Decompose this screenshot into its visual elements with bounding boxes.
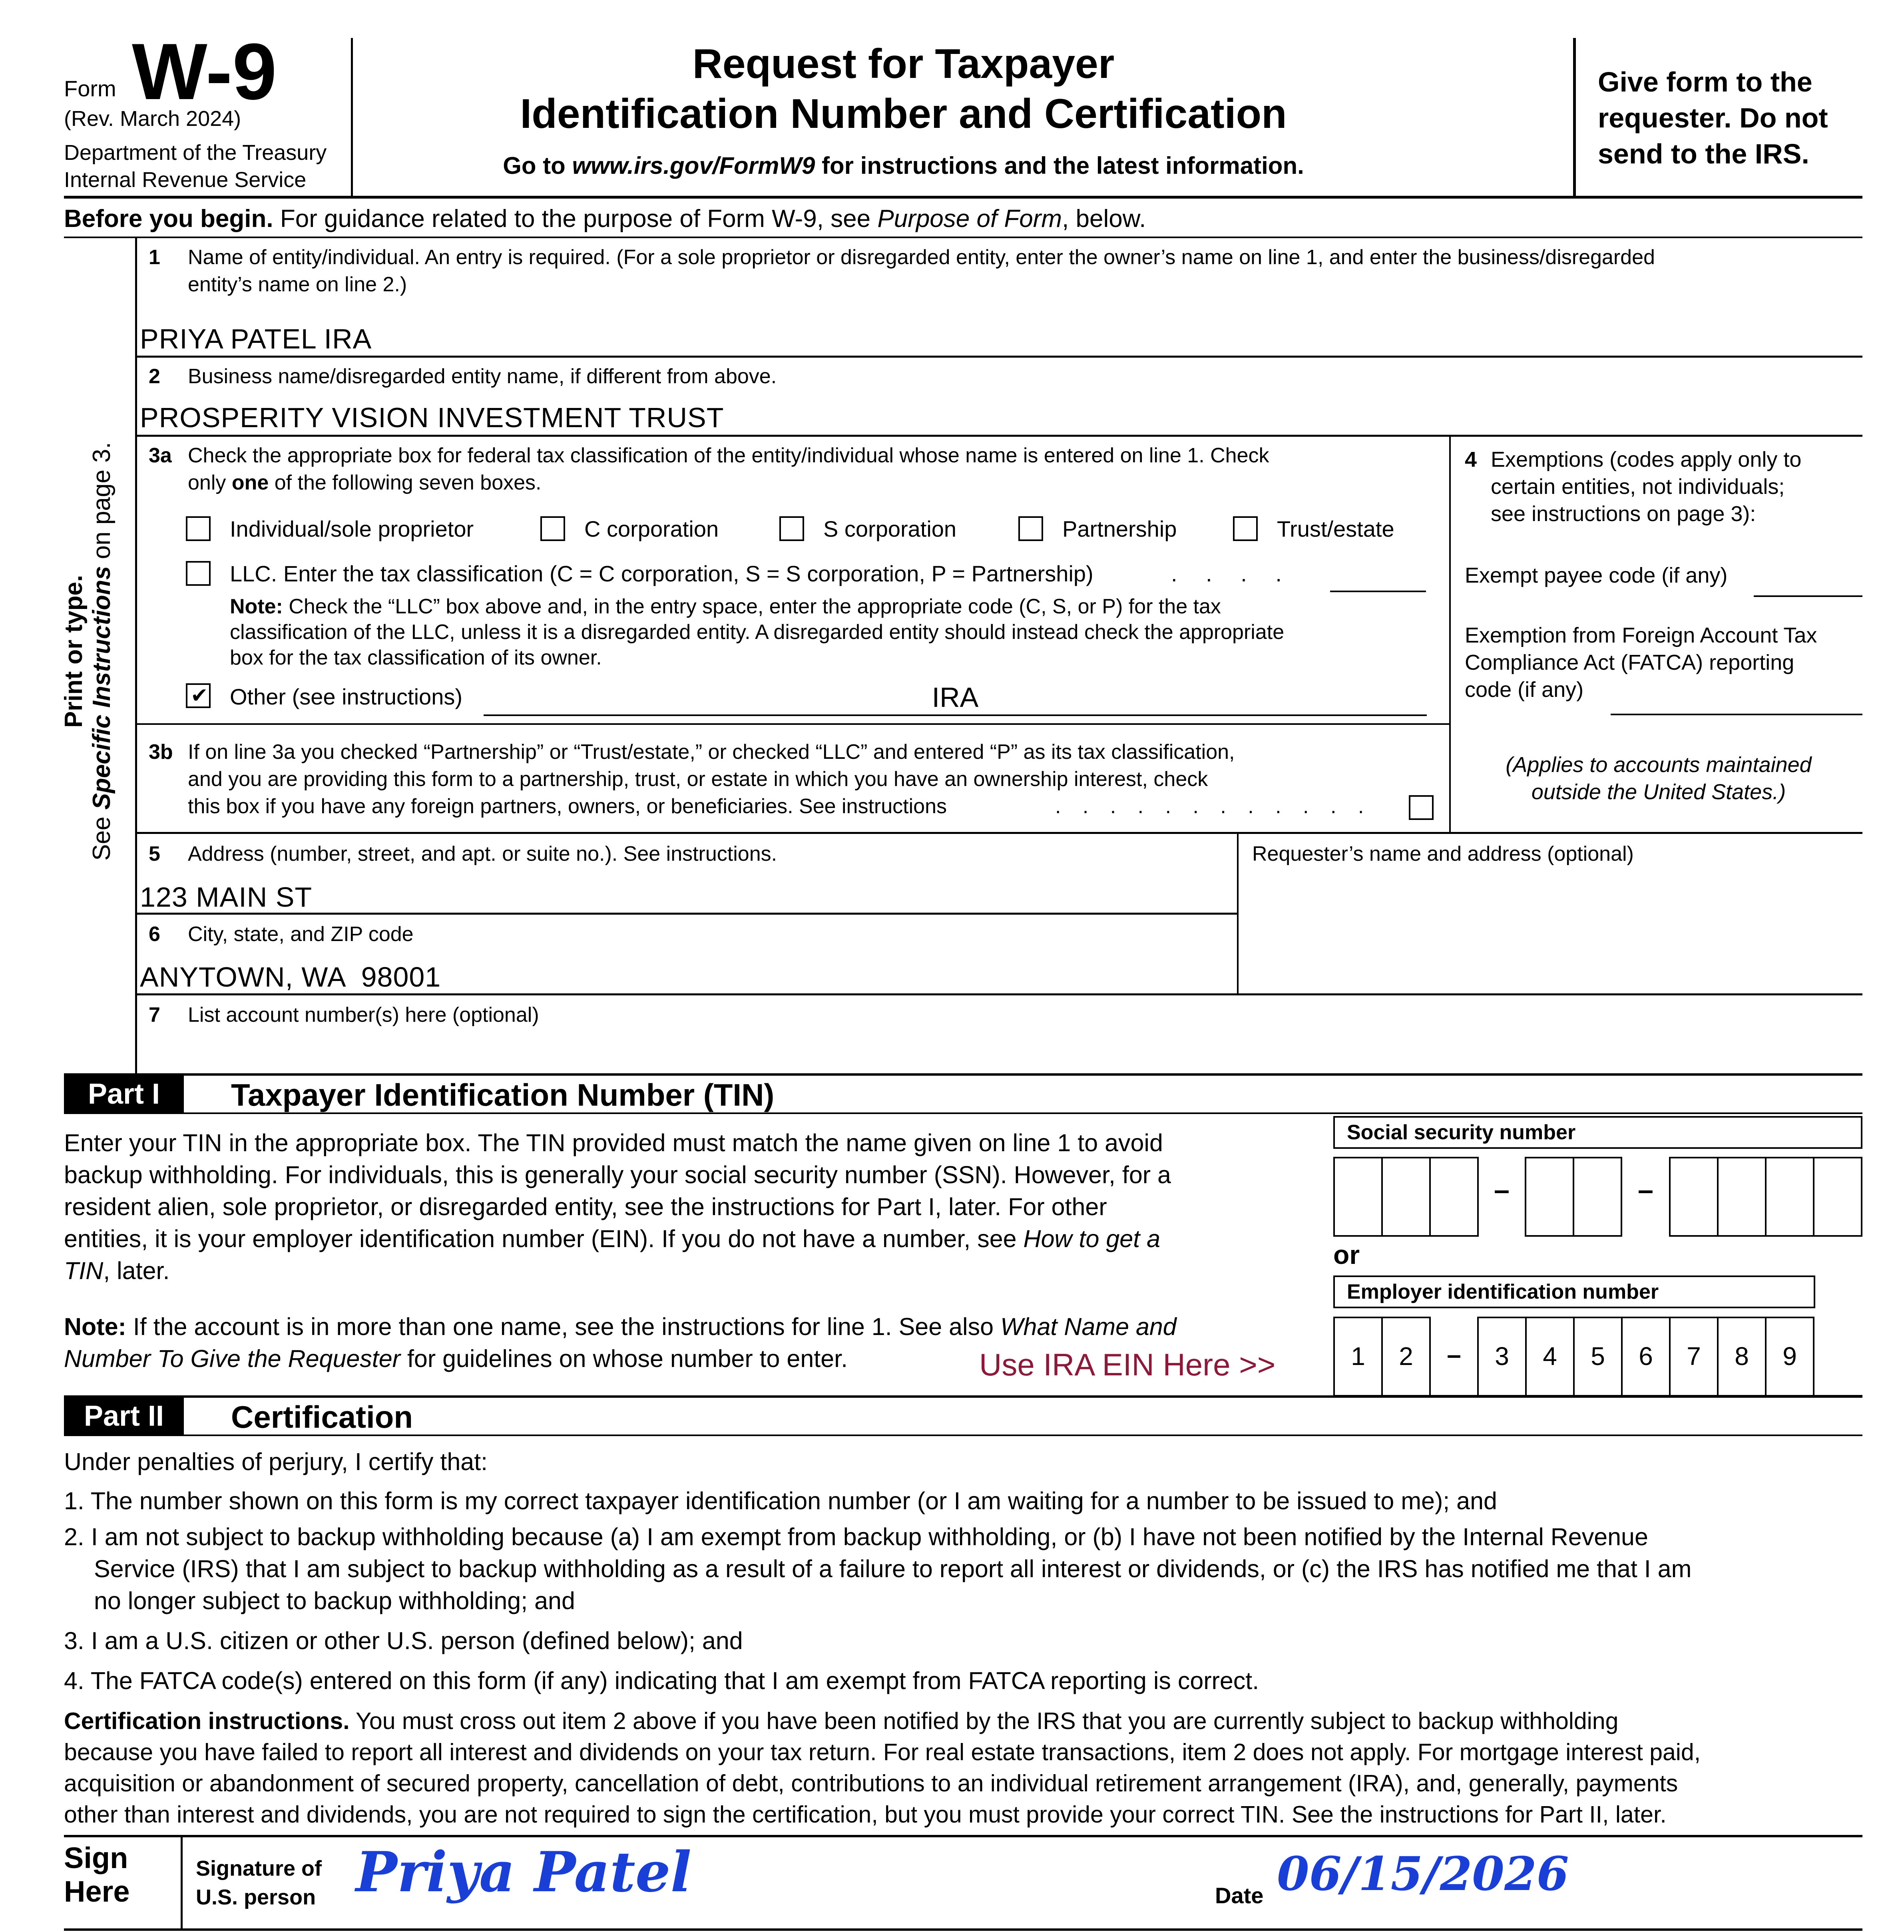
form-word: Form: [64, 76, 116, 101]
before-you-begin: Before you begin. For guidance related to the purpose of Form W-9, see Purpose of Form, below.: [64, 205, 1146, 233]
ssn-digit[interactable]: [1573, 1157, 1622, 1237]
ein-digit[interactable]: 4: [1525, 1317, 1575, 1397]
part1-instructions: Enter your TIN in the appropriate box. The TIN provided must match the name given on line 1 to avoid backup withholding. For individuals, this is generally your social security number (SSN). However, for a resident alien, sole proprietor, or disregarded entity, see the instructions for Part I, later. For other entities, it is your employer identification number (EIN). If you do not have a number, see How to get a TIN, later.: [64, 1129, 1171, 1284]
ein-digit[interactable]: 2: [1381, 1317, 1431, 1397]
part1-note: Note: If the account is in more than one name, see the instructions for line 1. See also What Name and Number To Give the Requester for guidelines on whose number to enter.: [64, 1313, 1177, 1372]
checkbox-c-corporation[interactable]: [540, 516, 565, 541]
part2-title: Certification: [231, 1399, 413, 1435]
label-s-corporation: S corporation: [823, 516, 957, 541]
ein-digit[interactable]: 3: [1477, 1317, 1527, 1397]
llc-note: Note: Check the “LLC” box above and, in the entry space, enter the appropriate code (C, S, or P) for the tax: [230, 595, 1221, 618]
part2-tag: Part II: [64, 1398, 184, 1435]
llc-note-cont2: box for the tax classification of its owner.: [230, 646, 602, 669]
checkbox-s-corporation[interactable]: [779, 516, 804, 541]
form-revision: (Rev. March 2024): [64, 107, 241, 131]
date-field[interactable]: 06/15/2026: [1277, 1847, 1569, 1901]
line3b-leader-dots: . . . . . . . . . . . .: [1055, 795, 1372, 818]
ssn-digit[interactable]: [1333, 1157, 1383, 1237]
line5-number: 5: [149, 842, 160, 866]
ein-digit[interactable]: 6: [1621, 1317, 1671, 1397]
line4-exemptions: Exemptions (codes apply only to: [1491, 448, 1802, 472]
line1-name-field[interactable]: PRIYA PATEL IRA: [140, 323, 372, 354]
goto-instructions: Go to www.irs.gov/FormW9 for instructions and the latest information.: [503, 152, 1304, 179]
line2-label: Business name/disregarded entity name, if different from above.: [188, 365, 777, 388]
ssn-digit[interactable]: [1429, 1157, 1479, 1237]
line3a-label: Check the appropriate box for federal tax classification of the entity/individual whose name is entered on line 1. Check: [188, 444, 1269, 467]
label-c-corporation: C corporation: [584, 516, 719, 541]
checkbox-foreign-partners[interactable]: [1409, 795, 1434, 820]
llc-note-cont1: classification of the LLC, unless it is a disregarded entity. A disregarded entity should instead check the appropriate: [230, 621, 1285, 644]
cert-item-2-cont2: no longer subject to backup withholding; and: [94, 1587, 575, 1614]
fatca-code-field[interactable]: [1611, 714, 1862, 715]
irs-url[interactable]: www.irs.gov/FormW9: [572, 152, 815, 179]
checkbox-trust-estate[interactable]: [1233, 516, 1258, 541]
line4-exemptions-cont2: see instructions on page 3):: [1491, 502, 1756, 526]
fatca-label-cont2: code (if any): [1465, 678, 1584, 702]
line3b-text-cont2: this box if you have any foreign partners, owners, or beneficiaries. See instructions: [188, 795, 947, 818]
line4-exemptions-cont1: certain entities, not individuals;: [1491, 475, 1785, 499]
requester-label: Requester’s name and address (optional): [1252, 842, 1634, 866]
label-trust-estate: Trust/estate: [1277, 516, 1394, 541]
ein-digit[interactable]: 9: [1765, 1317, 1814, 1397]
cert-item-2: 2. I am not subject to backup withholding because (a) I am exempt from backup withholding, or (b) I have not been notified by the Internal Revenue: [64, 1523, 1648, 1550]
ein-dash: –: [1447, 1340, 1461, 1369]
other-classification-field[interactable]: IRA: [932, 682, 979, 713]
checkbox-individual[interactable]: [186, 516, 211, 541]
print-or-type-label: Print or type. See Specific Instructions on page 3.: [60, 442, 116, 861]
ssn-digit[interactable]: [1669, 1157, 1719, 1237]
line6-city-state-zip-field[interactable]: ANYTOWN, WA 98001: [140, 961, 441, 993]
line7-label: List account number(s) here (optional): [188, 1003, 539, 1027]
ssn-digit[interactable]: [1813, 1157, 1862, 1237]
ssn-label: Social security number: [1333, 1116, 1862, 1149]
ssn-digit[interactable]: [1525, 1157, 1574, 1237]
checkmark-icon: ✔: [191, 684, 208, 707]
part1-title: Taxpayer Identification Number (TIN): [231, 1077, 775, 1112]
line6-number: 6: [149, 923, 160, 946]
signature-field[interactable]: Priya Patel: [356, 1839, 691, 1904]
line7-account-field[interactable]: [138, 1031, 1860, 1071]
line3b-text-cont1: and you are providing this form to a partnership, trust, or estate in which you have an ownership interest, check: [188, 768, 1208, 791]
fatca-label-cont1: Compliance Act (FATCA) reporting: [1465, 651, 1794, 675]
line3a-label-cont: only one of the following seven boxes.: [188, 471, 542, 494]
line1-label-cont: entity’s name on line 2.): [188, 273, 407, 296]
exempt-payee-field[interactable]: [1754, 595, 1862, 597]
llc-leader-dots: . . . .: [1171, 561, 1293, 586]
line1-label: Name of entity/individual. An entry is required. (For a sole proprietor or disregarded entity, enter the owner’s name on line 1, and enter the business/disregarded: [188, 246, 1655, 269]
line4-number: 4: [1465, 448, 1477, 472]
dept-treasury: Department of the Treasury: [64, 141, 327, 165]
ssn-digit[interactable]: [1381, 1157, 1431, 1237]
ira-ein-callout: Use IRA EIN Here >>: [979, 1347, 1276, 1382]
or-separator: or: [1333, 1240, 1360, 1269]
give-form-note: Give form to the requester. Do not send to the IRS.: [1598, 66, 1828, 169]
form-number: W-9: [132, 27, 277, 116]
line3b-number: 3b: [149, 740, 173, 764]
line1-number: 1: [149, 246, 160, 269]
line3a-number: 3a: [149, 444, 172, 467]
ssn-digit[interactable]: [1717, 1157, 1767, 1237]
line2-number: 2: [149, 365, 160, 388]
label-llc: LLC. Enter the tax classification (C = C corporation, S = S corporation, P = Partnership): [230, 561, 1093, 586]
ssn-dash: –: [1638, 1174, 1653, 1205]
line3b-text: If on line 3a you checked “Partnership” or “Trust/estate,” or checked “LLC” and entered “P” as its tax classification,: [188, 740, 1235, 764]
ein-digit[interactable]: 1: [1333, 1317, 1383, 1397]
signature-label: Signature of U.S. person: [196, 1856, 322, 1909]
certification-intro: Under penalties of perjury, I certify that:: [64, 1448, 488, 1475]
checkbox-other[interactable]: [186, 683, 211, 708]
line5-label: Address (number, street, and apt. or suite no.). See instructions.: [188, 842, 777, 866]
label-partnership: Partnership: [1062, 516, 1177, 541]
line7-number: 7: [149, 1003, 160, 1027]
ssn-digit[interactable]: [1765, 1157, 1814, 1237]
ein-digit[interactable]: 8: [1717, 1317, 1767, 1397]
exempt-payee-label: Exempt payee code (if any): [1465, 563, 1728, 587]
ssn-dash: –: [1494, 1174, 1510, 1205]
cert-item-3: 3. I am a U.S. citizen or other U.S. person (defined below); and: [64, 1627, 743, 1654]
cert-item-4: 4. The FATCA code(s) entered on this form (if any) indicating that I am exempt from FATCA reporting is correct.: [64, 1667, 1259, 1694]
cert-item-2-cont1: Service (IRS) that I am subject to backup withholding as a result of a failure to report all interest or dividends, or (c) the IRS has notified me that I am: [94, 1555, 1692, 1582]
label-individual: Individual/sole proprietor: [230, 516, 474, 541]
fatca-applies-note: (Applies to accounts maintained outside the United States.): [1506, 753, 1812, 804]
line2-business-name-field[interactable]: PROSPERITY VISION INVESTMENT TRUST: [140, 402, 724, 433]
ein-label: Employer identification number: [1333, 1275, 1815, 1308]
cert-item-1: 1. The number shown on this form is my correct taxpayer identification number (or I am waiting for a number to be issued to me); and: [64, 1487, 1497, 1514]
fatca-label: Exemption from Foreign Account Tax: [1465, 623, 1817, 647]
label-other: Other (see instructions): [230, 684, 462, 709]
llc-classification-field[interactable]: [1330, 591, 1426, 592]
part1-tag: Part I: [64, 1076, 184, 1112]
line5-address-field[interactable]: 123 MAIN ST: [140, 881, 313, 913]
sign-here-label: Sign Here: [64, 1841, 130, 1908]
ein-digit[interactable]: 7: [1669, 1317, 1719, 1397]
checkbox-llc[interactable]: [186, 561, 211, 586]
checkbox-partnership[interactable]: [1018, 516, 1043, 541]
irs-name: Internal Revenue Service: [64, 168, 307, 192]
certification-instructions: Certification instructions. You must cross out item 2 above if you have been notified by the IRS that you are currently subject to backup withholding because you have failed to report all interest and dividends on your tax return. For real estate transactions, item 2 does not apply. For mortgage interest paid, acquisition or abandonment of secured property, cancellation of debt, contributions to an individual retirement arrangement (IRA), and, generally, payments other than interest and dividends, you are not required to sign the certification, but you must provide your correct TIN. See the instructions for Part II, later.: [64, 1708, 1701, 1828]
form-title: Request for Taxpayer Identification Number and Certification Go to www.irs.gov/FormW9 for instructions and the latest information.: [353, 38, 1454, 182]
ein-digit[interactable]: 5: [1573, 1317, 1623, 1397]
line6-label: City, state, and ZIP code: [188, 923, 414, 946]
date-label: Date: [1215, 1883, 1264, 1908]
requester-address-field[interactable]: [1239, 871, 1860, 993]
